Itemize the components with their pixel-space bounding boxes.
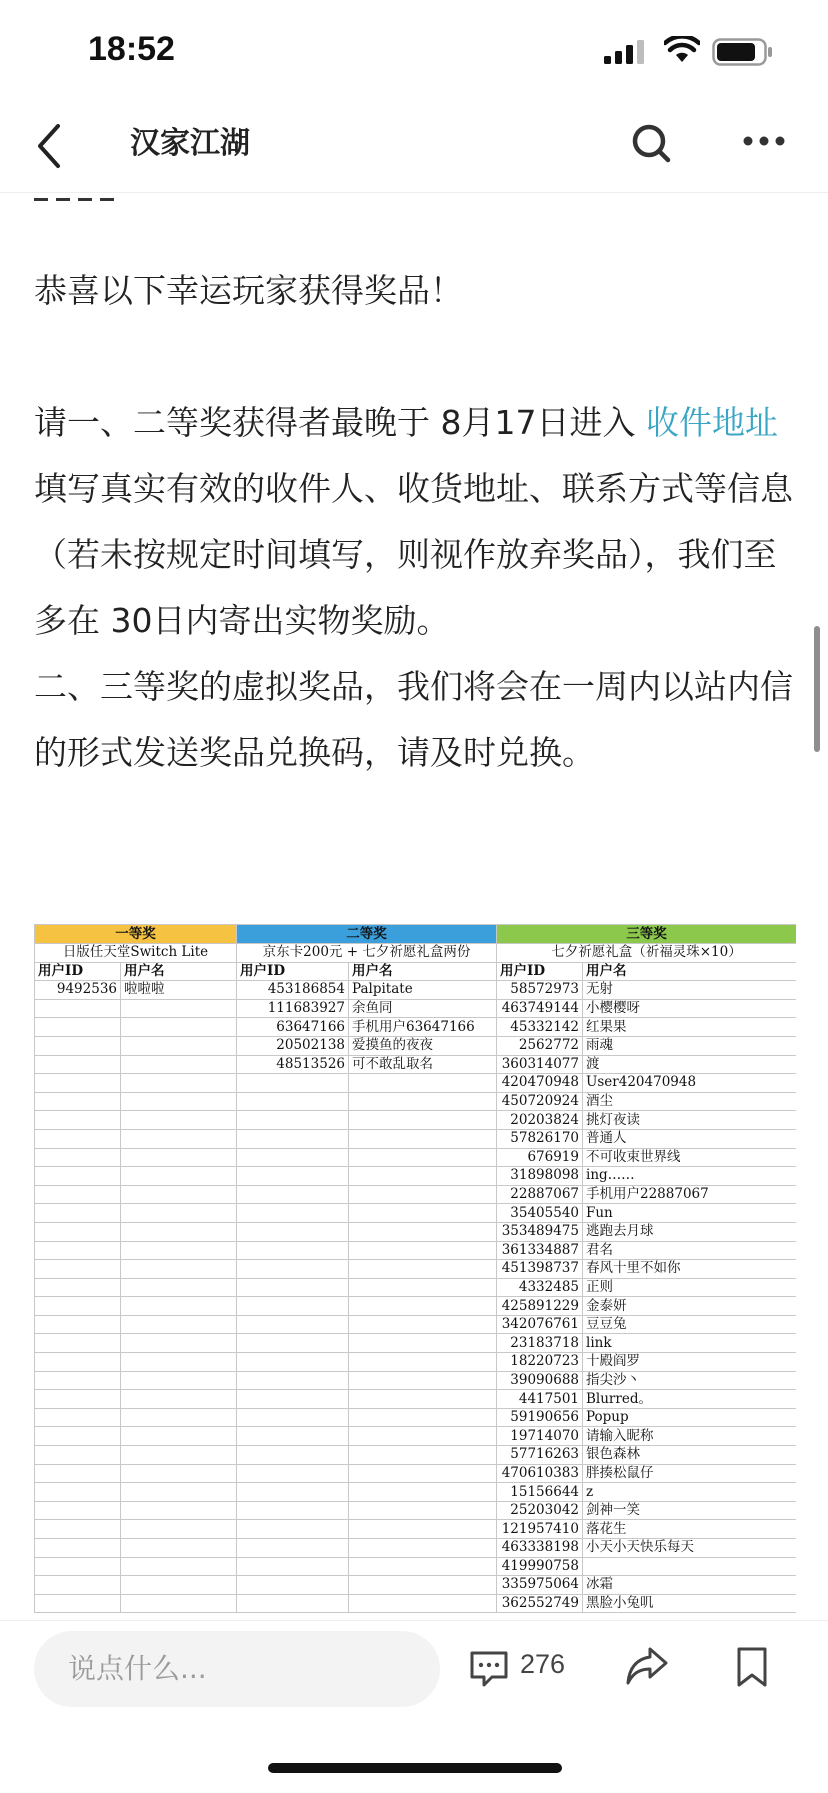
winner-id-cell	[237, 1204, 349, 1223]
winner-name-cell	[349, 1539, 497, 1558]
instruction-text-a: 请一、二等奖获得者最晚于 8月17日进入	[34, 403, 646, 442]
winner-name-cell	[121, 1539, 237, 1558]
winner-name-cell	[349, 1129, 497, 1148]
table-row	[35, 1074, 797, 1093]
winner-id-cell: 420470948	[497, 1074, 583, 1093]
table-row	[35, 1483, 797, 1502]
table-row	[35, 1446, 797, 1465]
winner-name-cell	[121, 1241, 237, 1260]
winner-name-cell: 渡	[583, 1055, 797, 1074]
winner-id-cell	[35, 1148, 121, 1167]
winner-name-cell: Blurred。	[583, 1390, 797, 1409]
winner-id-cell: 19714070	[497, 1427, 583, 1446]
winner-id-cell: 20502138	[237, 1036, 349, 1055]
winner-name-cell	[349, 1222, 497, 1241]
winner-name-cell: 余鱼同	[349, 999, 497, 1018]
winner-id-cell	[35, 1018, 121, 1037]
winner-name-cell	[349, 1390, 497, 1409]
winner-id-cell: 419990758	[497, 1557, 583, 1576]
winner-name-cell	[349, 1576, 497, 1595]
tier-second-header: 二等奖	[237, 925, 497, 944]
winner-name-cell: 银色森林	[583, 1446, 797, 1465]
winner-name-cell: 请输入昵称	[583, 1427, 797, 1446]
winner-id-cell: 676919	[497, 1148, 583, 1167]
winner-id-cell	[35, 1260, 121, 1279]
winner-id-cell	[35, 1129, 121, 1148]
table-row	[35, 1148, 797, 1167]
winner-name-cell	[121, 1036, 237, 1055]
winner-name-cell: 无射	[583, 981, 797, 1000]
winner-name-cell: 挑灯夜读	[583, 1111, 797, 1130]
table-row	[35, 1204, 797, 1223]
winner-name-cell	[349, 1260, 497, 1279]
winner-name-cell	[121, 1260, 237, 1279]
table-row	[35, 1408, 797, 1427]
comment-count[interactable]: 276	[520, 1649, 566, 1679]
winner-id-cell	[237, 1241, 349, 1260]
winner-id-cell	[237, 1408, 349, 1427]
winner-name-cell	[121, 1483, 237, 1502]
table-row	[35, 1501, 797, 1520]
table-row	[35, 1185, 797, 1204]
col-header-id: 用户ID	[237, 962, 349, 981]
winner-name-cell	[349, 1408, 497, 1427]
winner-name-cell	[349, 1520, 497, 1539]
winner-name-cell: ing……	[583, 1167, 797, 1186]
winner-name-cell	[121, 1074, 237, 1093]
winner-name-cell	[349, 1334, 497, 1353]
winner-name-cell: 金泰妍	[583, 1297, 797, 1316]
table-row	[35, 1111, 797, 1130]
winner-name-cell: 啦啦啦	[121, 981, 237, 1000]
winner-name-cell: Palpitate	[349, 981, 497, 1000]
tier-third-header: 三等奖	[497, 925, 797, 944]
table-row	[35, 1334, 797, 1353]
winner-id-cell: 451398737	[497, 1260, 583, 1279]
table-row	[35, 1129, 797, 1148]
winner-name-cell	[349, 1074, 497, 1093]
winners-table	[34, 924, 796, 1613]
winner-name-cell: 红果果	[583, 1018, 797, 1037]
winner-name-cell: 黑脸小兔叽	[583, 1594, 797, 1613]
winner-id-cell	[35, 1408, 121, 1427]
winner-id-cell	[237, 1576, 349, 1595]
article-content	[34, 192, 796, 1620]
tier-first-header: 一等奖	[35, 925, 237, 944]
winner-name-cell	[349, 1483, 497, 1502]
winner-name-cell: 冰霜	[583, 1576, 797, 1595]
winner-name-cell	[121, 1371, 237, 1390]
winner-id-cell	[35, 1464, 121, 1483]
winner-id-cell	[237, 1464, 349, 1483]
winner-name-cell	[349, 1185, 497, 1204]
winner-id-cell	[35, 1111, 121, 1130]
winner-id-cell: 23183718	[497, 1334, 583, 1353]
home-indicator[interactable]	[268, 1763, 562, 1773]
winner-name-cell	[121, 1204, 237, 1223]
winner-id-cell: 360314077	[497, 1055, 583, 1074]
comment-icon[interactable]	[468, 1649, 510, 1689]
table-row	[35, 1594, 797, 1613]
winner-id-cell	[35, 1334, 121, 1353]
winner-id-cell: 450720924	[497, 1092, 583, 1111]
table-row	[35, 1539, 797, 1558]
table-row	[35, 1353, 797, 1372]
winner-id-cell	[35, 1520, 121, 1539]
winner-id-cell: 2562772	[497, 1036, 583, 1055]
table-row	[35, 1520, 797, 1539]
nav-bar	[0, 100, 828, 193]
winner-name-cell	[121, 1576, 237, 1595]
winners-table-image	[34, 924, 796, 1620]
shipping-address-link[interactable]: 收件地址	[645, 403, 778, 442]
winner-name-cell: 指尖沙丶	[583, 1371, 797, 1390]
winner-id-cell: 9492536	[35, 981, 121, 1000]
winner-name-cell	[121, 1148, 237, 1167]
winner-name-cell	[349, 1167, 497, 1186]
bottom-action-bar	[0, 1620, 828, 1793]
winner-name-cell	[349, 1204, 497, 1223]
tier-second-prize: 京东卡200元 + 七夕祈愿礼盒两份	[237, 944, 497, 963]
winner-id-cell	[237, 1371, 349, 1390]
winner-name-cell: 剑神一笑	[583, 1501, 797, 1520]
winner-id-cell: 58572973	[497, 981, 583, 1000]
winner-id-cell: 31898098	[497, 1167, 583, 1186]
winner-id-cell	[237, 1427, 349, 1446]
winner-name-cell	[121, 1408, 237, 1427]
winner-id-cell	[35, 1557, 121, 1576]
winner-name-cell: link	[583, 1334, 797, 1353]
battery-icon	[712, 38, 774, 66]
winner-id-cell: 353489475	[497, 1222, 583, 1241]
winner-id-cell: 59190656	[497, 1408, 583, 1427]
winner-id-cell	[35, 1092, 121, 1111]
winner-id-cell	[35, 1222, 121, 1241]
winner-name-cell	[121, 1185, 237, 1204]
winner-name-cell	[349, 1594, 497, 1613]
table-row	[35, 1427, 797, 1446]
winner-name-cell: Fun	[583, 1204, 797, 1223]
table-row	[35, 1092, 797, 1111]
winner-name-cell	[121, 1129, 237, 1148]
col-header-id: 用户ID	[35, 962, 121, 981]
table-row	[35, 1315, 797, 1334]
winner-name-cell	[121, 1464, 237, 1483]
winner-id-cell	[35, 1390, 121, 1409]
winner-id-cell	[237, 1501, 349, 1520]
winner-id-cell: 39090688	[497, 1371, 583, 1390]
winner-name-cell	[121, 1594, 237, 1613]
winner-id-cell: 15156644	[497, 1483, 583, 1502]
winner-id-cell: 45332142	[497, 1018, 583, 1037]
winner-id-cell: 35405540	[497, 1204, 583, 1223]
winner-id-cell	[237, 1167, 349, 1186]
winner-name-cell	[349, 1501, 497, 1520]
winner-id-cell	[237, 1557, 349, 1576]
winner-name-cell	[121, 1167, 237, 1186]
winner-id-cell	[237, 1148, 349, 1167]
table-row	[35, 999, 797, 1018]
winner-name-cell	[121, 1092, 237, 1111]
winner-id-cell: 425891229	[497, 1297, 583, 1316]
winner-id-cell: 453186854	[237, 981, 349, 1000]
winner-name-cell	[349, 1315, 497, 1334]
winner-name-cell	[349, 1353, 497, 1372]
winner-id-cell	[35, 1427, 121, 1446]
winner-name-cell: 胖揍松鼠仔	[583, 1464, 797, 1483]
winner-id-cell	[35, 1483, 121, 1502]
search-icon[interactable]	[630, 122, 674, 166]
winner-id-cell: 470610383	[497, 1464, 583, 1483]
winner-id-cell	[237, 1390, 349, 1409]
winner-id-cell: 4332485	[497, 1278, 583, 1297]
winner-name-cell	[121, 1520, 237, 1539]
back-arrow-icon[interactable]	[30, 120, 70, 170]
winner-id-cell	[35, 1278, 121, 1297]
winner-name-cell	[121, 1018, 237, 1037]
winner-name-cell	[121, 1055, 237, 1074]
winner-id-cell	[237, 1074, 349, 1093]
winner-id-cell	[35, 999, 121, 1018]
winner-name-cell: 小天小天快乐每天	[583, 1539, 797, 1558]
winner-id-cell: 4417501	[497, 1390, 583, 1409]
table-row	[35, 1018, 797, 1037]
winner-id-cell: 25203042	[497, 1501, 583, 1520]
winner-id-cell: 57716263	[497, 1446, 583, 1465]
winner-id-cell	[35, 1241, 121, 1260]
winner-name-cell	[121, 1390, 237, 1409]
winner-id-cell	[35, 1204, 121, 1223]
table-row	[35, 1036, 797, 1055]
winner-id-cell	[35, 1185, 121, 1204]
winner-id-cell	[237, 1111, 349, 1130]
winner-id-cell	[237, 1129, 349, 1148]
winner-id-cell: 48513526	[237, 1055, 349, 1074]
winner-name-cell	[121, 1334, 237, 1353]
winner-name-cell: 不可收束世界线	[583, 1148, 797, 1167]
winner-name-cell	[349, 1278, 497, 1297]
winner-name-cell: 小樱樱呀	[583, 999, 797, 1018]
winner-name-cell: 雨魂	[583, 1036, 797, 1055]
winner-id-cell	[237, 1260, 349, 1279]
share-icon[interactable]	[624, 1645, 670, 1689]
winner-id-cell: 463749144	[497, 999, 583, 1018]
winner-id-cell	[237, 1315, 349, 1334]
table-row	[35, 1167, 797, 1186]
tier-first-prize: 日版任天堂Switch Lite	[35, 944, 237, 963]
table-row	[35, 1278, 797, 1297]
table-row	[35, 1241, 797, 1260]
winner-name-cell: 酒尘	[583, 1092, 797, 1111]
winner-name-cell	[121, 1501, 237, 1520]
winner-id-cell	[35, 1446, 121, 1465]
table-row	[35, 1557, 797, 1576]
winner-id-cell	[237, 1483, 349, 1502]
status-time: 18:52	[88, 30, 175, 68]
winner-name-cell: 豆豆兔	[583, 1315, 797, 1334]
more-options-icon[interactable]	[742, 134, 786, 148]
winner-name-cell	[121, 1315, 237, 1334]
comment-input[interactable]: 说点什么...	[34, 1631, 440, 1707]
winner-id-cell	[237, 1446, 349, 1465]
winner-name-cell	[121, 1111, 237, 1130]
winner-name-cell: 普通人	[583, 1129, 797, 1148]
winner-id-cell	[237, 1539, 349, 1558]
winner-name-cell	[349, 1427, 497, 1446]
winner-name-cell	[349, 1446, 497, 1465]
instruction-paragraph	[34, 390, 796, 654]
winner-name-cell	[121, 1557, 237, 1576]
col-header-name: 用户名	[349, 962, 497, 981]
winner-name-cell	[583, 1557, 797, 1576]
table-row	[35, 1464, 797, 1483]
winner-id-cell: 335975064	[497, 1576, 583, 1595]
winner-id-cell: 57826170	[497, 1129, 583, 1148]
winner-name-cell: 春风十里不如你	[583, 1260, 797, 1279]
winner-name-cell: 十殿阎罗	[583, 1353, 797, 1372]
col-header-id: 用户ID	[497, 962, 583, 981]
congrats-paragraph: 恭喜以下幸运玩家获得奖品！	[34, 271, 463, 310]
winner-id-cell	[237, 1353, 349, 1372]
winner-id-cell	[237, 1297, 349, 1316]
table-row	[35, 1260, 797, 1279]
winner-name-cell	[121, 1353, 237, 1372]
winner-name-cell	[349, 1371, 497, 1390]
winner-name-cell	[349, 1092, 497, 1111]
wifi-icon	[664, 36, 700, 64]
winner-name-cell	[121, 999, 237, 1018]
winner-id-cell	[35, 1315, 121, 1334]
winner-id-cell: 361334887	[497, 1241, 583, 1260]
winner-name-cell	[121, 1427, 237, 1446]
scrollbar-thumb[interactable]	[814, 626, 820, 752]
winner-id-cell	[237, 1334, 349, 1353]
winner-id-cell	[35, 1055, 121, 1074]
winner-name-cell: z	[583, 1483, 797, 1502]
table-row	[35, 1371, 797, 1390]
winner-name-cell: 君名	[583, 1241, 797, 1260]
winner-id-cell	[35, 1353, 121, 1372]
winner-name-cell	[121, 1297, 237, 1316]
winner-id-cell	[237, 1520, 349, 1539]
winner-id-cell: 63647166	[237, 1018, 349, 1037]
table-row	[35, 1222, 797, 1241]
winner-id-cell	[237, 1092, 349, 1111]
winner-name-cell	[349, 1148, 497, 1167]
winner-id-cell: 20203824	[497, 1111, 583, 1130]
tier-third-prize: 七夕祈愿礼盒（祈福灵珠×10）	[497, 944, 797, 963]
winner-name-cell	[349, 1464, 497, 1483]
instruction-text-b: 填写真实有效的收件人、收货地址、联系方式等信息（若未按规定时间填写，则视作放弃奖品），我们至多在 30日内寄出实物奖励。	[34, 469, 793, 640]
winner-id-cell	[35, 1297, 121, 1316]
col-header-name: 用户名	[121, 962, 237, 981]
winner-id-cell	[237, 1278, 349, 1297]
winner-name-cell: 逃跑去月球	[583, 1222, 797, 1241]
table-row	[35, 1297, 797, 1316]
winner-name-cell: User420470948	[583, 1074, 797, 1093]
winner-id-cell	[35, 1576, 121, 1595]
winner-id-cell	[35, 1371, 121, 1390]
table-row	[35, 1390, 797, 1409]
cellular-signal-icon	[604, 40, 648, 64]
winner-name-cell	[349, 1241, 497, 1260]
winner-name-cell	[121, 1222, 237, 1241]
winner-id-cell	[35, 1539, 121, 1558]
winner-id-cell: 18220723	[497, 1353, 583, 1372]
winner-name-cell: 爱摸鱼的夜夜	[349, 1036, 497, 1055]
winner-name-cell: 落花生	[583, 1520, 797, 1539]
winner-id-cell	[237, 1222, 349, 1241]
table-row	[35, 981, 797, 1000]
winner-id-cell: 111683927	[237, 999, 349, 1018]
winner-name-cell: 正则	[583, 1278, 797, 1297]
winner-id-cell: 463338198	[497, 1539, 583, 1558]
winner-name-cell: 手机用户22887067	[583, 1185, 797, 1204]
winner-name-cell	[349, 1111, 497, 1130]
winner-id-cell	[35, 1501, 121, 1520]
winner-id-cell: 121957410	[497, 1520, 583, 1539]
divider-dashes	[34, 192, 118, 206]
table-row	[35, 1576, 797, 1595]
status-bar	[0, 0, 828, 100]
winner-id-cell	[35, 1167, 121, 1186]
winner-name-cell	[349, 1297, 497, 1316]
winner-name-cell: 手机用户63647166	[349, 1018, 497, 1037]
virtual-prize-paragraph: 二、三等奖的虚拟奖品，我们将会在一周内以站内信的形式发送奖品兑换码，请及时兑换。	[34, 667, 793, 772]
winner-name-cell	[121, 1446, 237, 1465]
col-header-name: 用户名	[583, 962, 797, 981]
winner-name-cell	[121, 1278, 237, 1297]
winner-name-cell: 可不敢乱取名	[349, 1055, 497, 1074]
winner-id-cell	[35, 1074, 121, 1093]
table-row	[35, 1055, 797, 1074]
winner-id-cell	[35, 1594, 121, 1613]
winner-name-cell	[349, 1557, 497, 1576]
winner-name-cell: Popup	[583, 1408, 797, 1427]
winner-id-cell: 22887067	[497, 1185, 583, 1204]
winner-id-cell	[35, 1036, 121, 1055]
winner-id-cell: 362552749	[497, 1594, 583, 1613]
winner-id-cell	[237, 1594, 349, 1613]
winner-id-cell: 342076761	[497, 1315, 583, 1334]
page-title: 汉家江湖	[130, 126, 250, 161]
winner-id-cell	[237, 1185, 349, 1204]
bookmark-icon[interactable]	[734, 1645, 770, 1689]
